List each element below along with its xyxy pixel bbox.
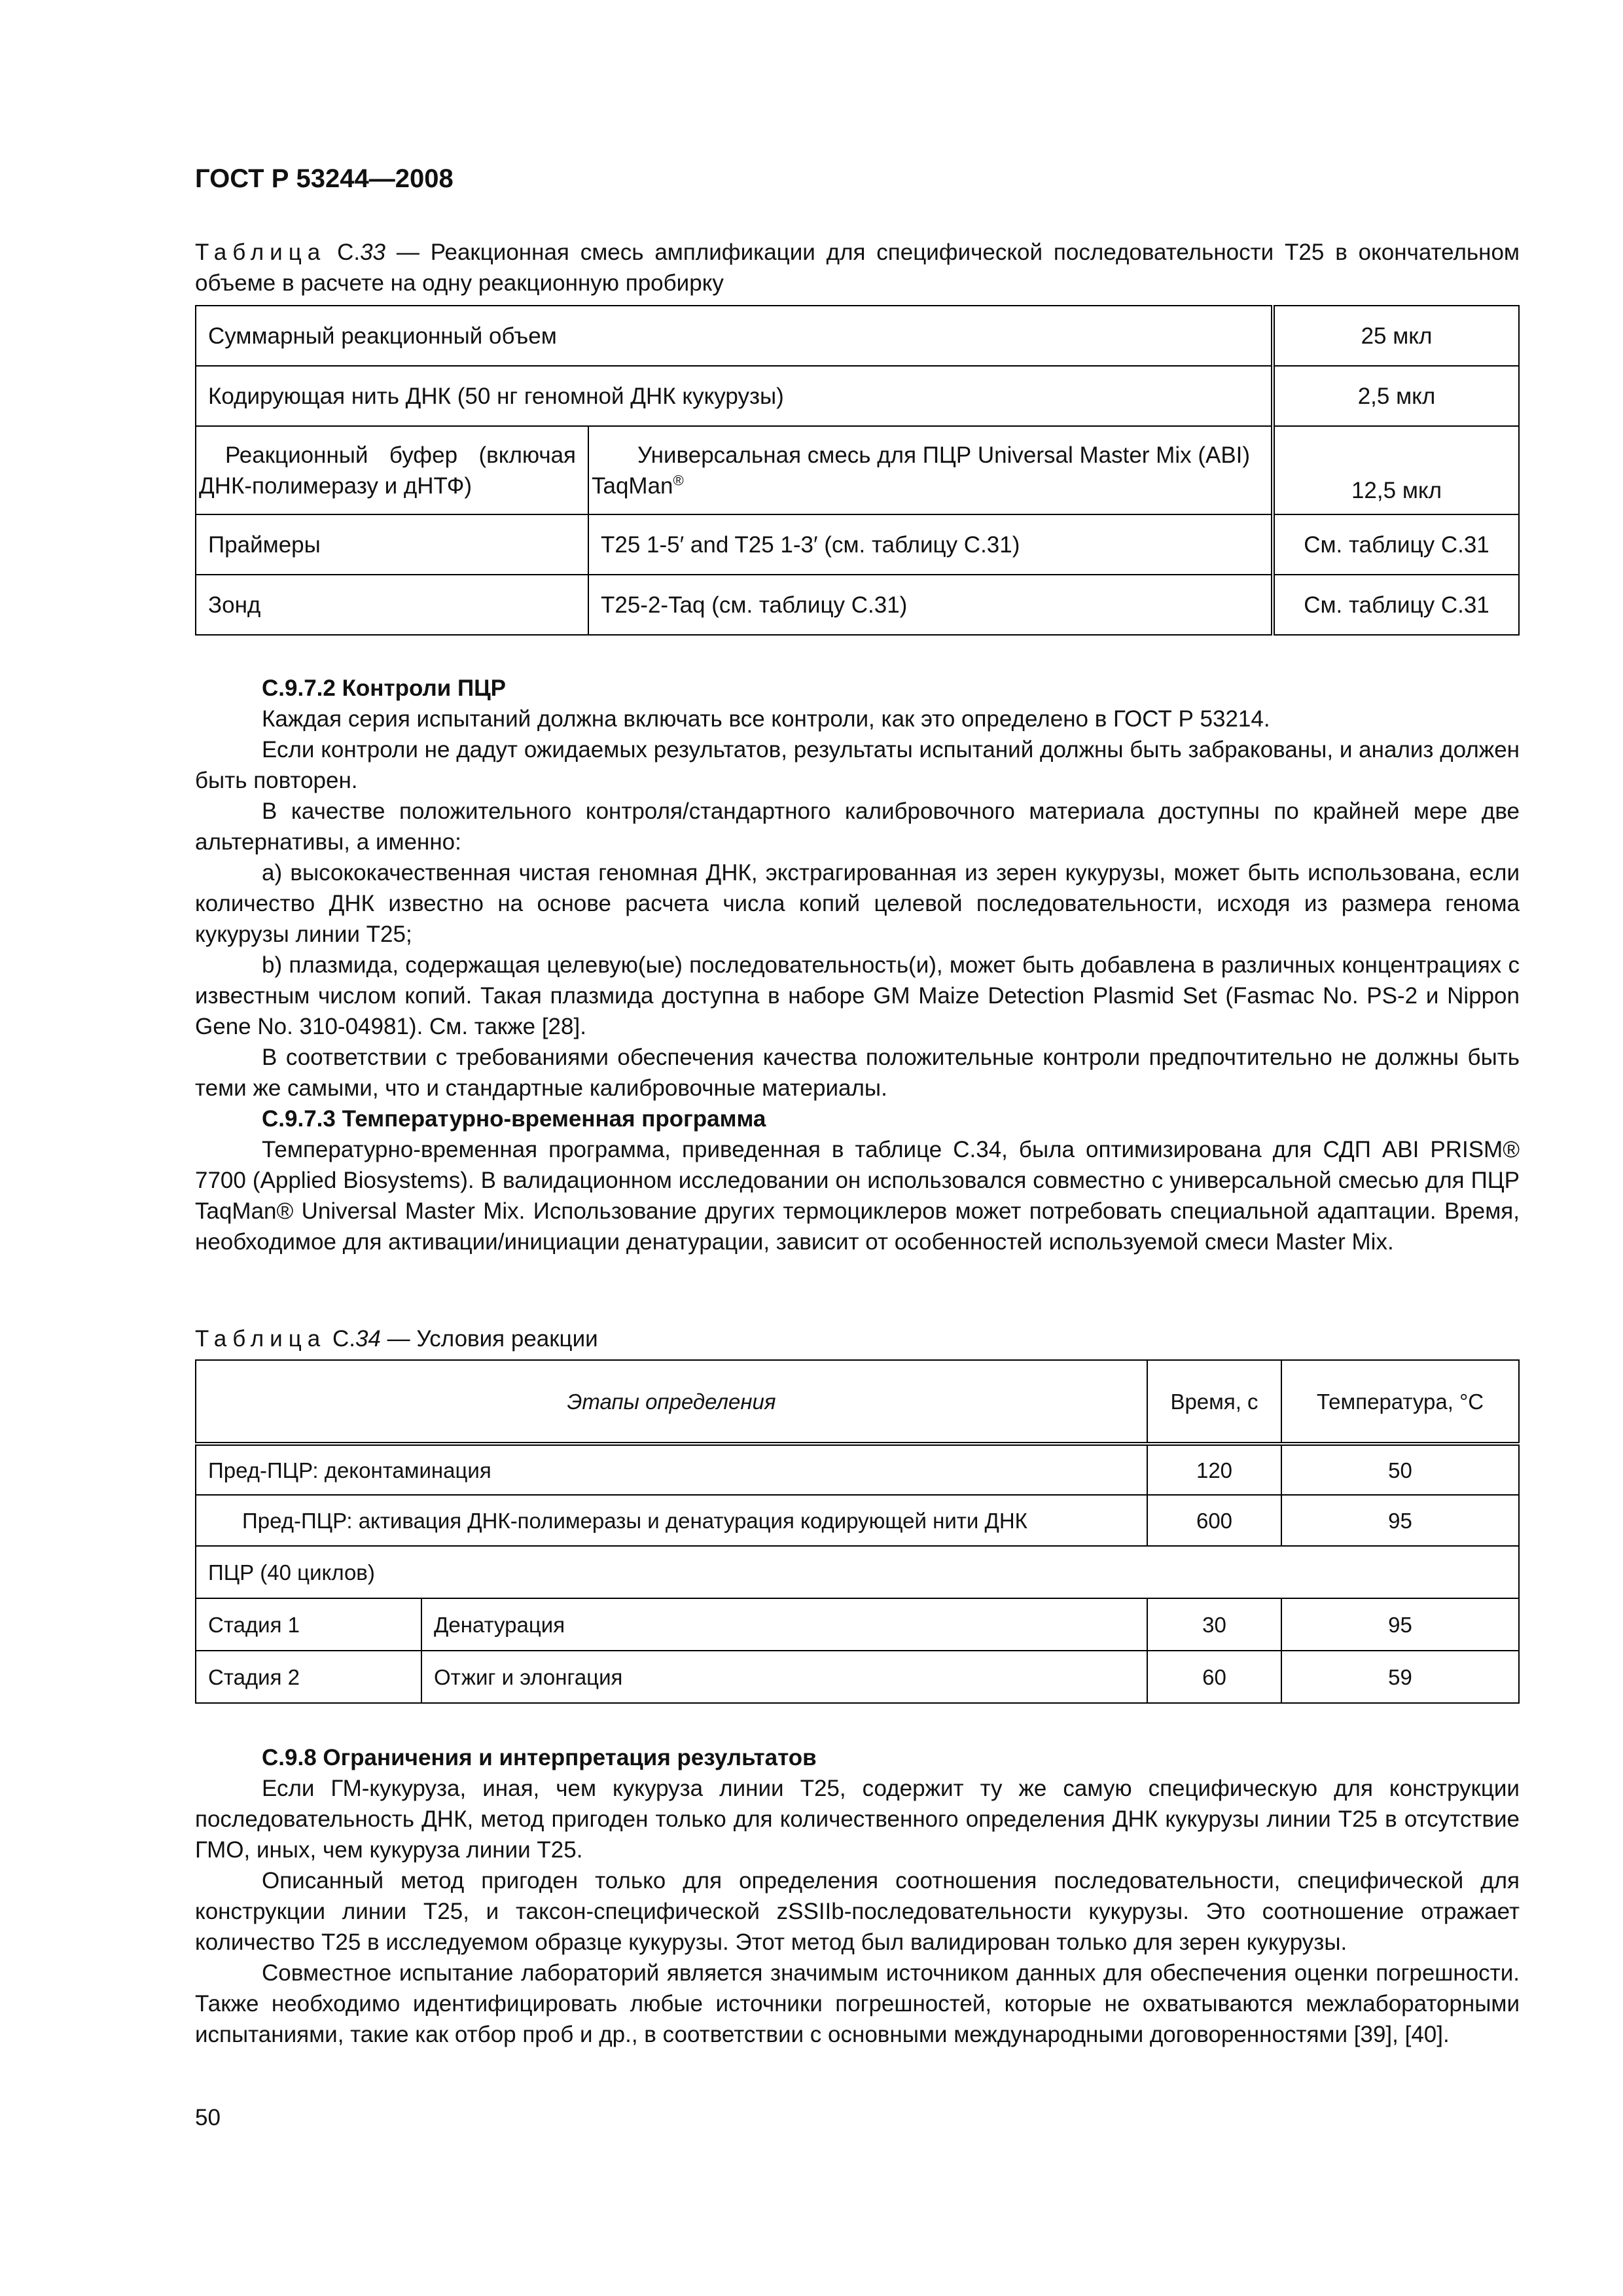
- caption-text: — Условия реакции: [380, 1326, 598, 1352]
- table-34: [195, 1359, 1520, 1704]
- caption-num-italic: 34: [355, 1326, 381, 1352]
- table-33: [195, 305, 1520, 636]
- paragraph: b) плазмида, содержащая целевую(ые) последовательность(и), может быть добавлена в различных концентрациях с известным числом копий. Такая плазмида доступна в наборе GM Maize Detection Plasmid Set (Fasmac No. PS-2 и Nippon Gene No. 310-04981). См. также [28].: [195, 952, 1520, 1039]
- caption-prefix: Таблица: [195, 240, 327, 265]
- cell: См. таблицу С.31: [1273, 575, 1519, 635]
- cell: Универсальная смесь для ПЦР Universal Master Mix (ABI) TaqMan: [592, 442, 1251, 499]
- cell: Денатурация: [421, 1598, 1147, 1651]
- cell: T25 1-5′ and T25 1-3′ (см. таблицу С.31): [588, 514, 1273, 575]
- section-heading: С.9.8 Ограничения и интерпретация результатов: [262, 1745, 817, 1770]
- paragraph: Если контроли не дадут ожидаемых результатов, результаты испытаний должны быть забракованы, и анализ должен быть повторен.: [195, 737, 1520, 793]
- paragraph: а) высококачественная чистая геномная ДНК, экстрагированная из зерен кукурузы, может быть использована, если количество ДНК известно на основе расчета числа копий целевой последовательности, исходя из размера генома кукурузы линии Т25;: [195, 860, 1520, 947]
- header-cell: Время, с: [1147, 1360, 1281, 1444]
- table-header-row: [196, 1360, 1519, 1444]
- paragraph: Описанный метод пригоден только для определения соотношения последовательности, специфической для конструкции линии Т25, и таксон-специфической zSSIIb-последовательности кукурузы. Это соотношение отражает количество Т25 в исследуемом образце кукурузы. Этот метод был валидирован только для зерен кукурузы.: [195, 1868, 1520, 1955]
- section-c98: [195, 1742, 1520, 2050]
- table-row: [196, 366, 1519, 426]
- cell: Пред-ПЦР: деконтаминация: [196, 1444, 1147, 1495]
- cell: Кодирующая нить ДНК (50 нг геномной ДНК кукурузы): [196, 366, 1273, 426]
- cell: T25-2-Taq (см. таблицу С.31): [588, 575, 1273, 635]
- caption-prefix: Таблица: [195, 1326, 327, 1352]
- cell: Пред-ПЦР: активация ДНК-полимеразы и денатурация кодирующей нити ДНК: [196, 1495, 1147, 1546]
- cell: Стадия 1: [196, 1598, 421, 1651]
- cell: Реакционный буфер (включая ДНК-полимеразу и дНТФ): [196, 426, 588, 514]
- table-row: [196, 1598, 1519, 1651]
- cell: Праймеры: [196, 514, 588, 575]
- cell: 60: [1147, 1651, 1281, 1703]
- document-header: ГОСТ Р 53244—2008: [195, 164, 454, 193]
- paragraph: В качестве положительного контроля/стандартного калибровочного материала доступны по крайней мере две альтернативы, а именно:: [195, 798, 1520, 855]
- cell: Отжиг и элонгация: [421, 1651, 1147, 1703]
- section-heading: С.9.7.3 Температурно-временная программа: [262, 1106, 766, 1132]
- paragraph: Каждая серия испытаний должна включать все контроли, как это определено в ГОСТ Р 53214.: [262, 706, 1270, 732]
- header-cell: Температура, °С: [1281, 1360, 1519, 1444]
- cell: 59: [1281, 1651, 1519, 1703]
- cell: См. таблицу С.31: [1273, 514, 1519, 575]
- table-row: [196, 306, 1519, 366]
- cell: 25 мкл: [1273, 306, 1519, 366]
- table-row: [196, 514, 1519, 575]
- caption-num-italic: 33: [360, 240, 386, 265]
- caption-num: С.: [337, 240, 361, 265]
- page-number: 50: [195, 2105, 221, 2130]
- table-row: [196, 1495, 1519, 1546]
- header-cell: Этапы определения: [196, 1360, 1147, 1444]
- cell: 95: [1281, 1495, 1519, 1546]
- cell: 12,5 мкл: [1273, 426, 1519, 514]
- cell: 30: [1147, 1598, 1281, 1651]
- cell: 600: [1147, 1495, 1281, 1546]
- table-row: [196, 1651, 1519, 1703]
- cell: Суммарный реакционный объем: [196, 306, 1273, 366]
- cell: Зонд: [196, 575, 588, 635]
- section-heading: С.9.7.2 Контроли ПЦР: [262, 675, 507, 701]
- paragraph: Совместное испытание лабораторий является значимым источником данных для обеспечения оценки погрешности. Также необходимо идентифицировать любые источники погрешностей, которые не охватываются межлабораторными испытаниями, такие как отбор проб и др., в соответствии с основными международными договоренностями [39], [40].: [195, 1960, 1520, 2047]
- cell: ПЦР (40 циклов): [196, 1546, 1519, 1598]
- table-row: [196, 1546, 1519, 1598]
- cell: 50: [1281, 1444, 1519, 1495]
- table-34-caption: [195, 1323, 1520, 1354]
- caption-num: С.: [332, 1326, 355, 1352]
- cell: 120: [1147, 1444, 1281, 1495]
- paragraph: Температурно-временная программа, приведенная в таблице С.34, была оптимизирована для СДП ABI PRISM® 7700 (Applied Biosystems). В валидационном исследовании он использовался совместно с универсальной смесью для ПЦР TaqMan® Universal Master Mix. Использование других термоциклеров может потребовать специальной адаптации. Время, необходимое для активации/инициации денатурации, зависит от особенностей используемой смеси Master Mix.: [195, 1137, 1520, 1255]
- paragraph: Если ГМ-кукуруза, иная, чем кукуруза линии Т25, содержит ту же самую специфическую для конструкции последовательность ДНК, метод пригоден только для количественного определения ДНК кукурузы линии Т25 в отсутствие ГМО, иных, чем кукуруза линии Т25.: [195, 1776, 1520, 1863]
- table-33-caption: [195, 237, 1520, 298]
- section-c972: [195, 673, 1520, 1257]
- caption-text: — Реакционная смесь амплификации для специфической последовательности Т25 в окончательном объеме в расчете на одну реакционную пробирку: [195, 240, 1520, 296]
- table-row: [196, 426, 1519, 514]
- table-row: [196, 575, 1519, 635]
- registered-mark: ®: [673, 471, 684, 488]
- paragraph: В соответствии с требованиями обеспечения качества положительные контроли предпочтительно не должны быть теми же самыми, что и стандартные калибровочные материалы.: [195, 1045, 1520, 1101]
- table-row: [196, 1444, 1519, 1495]
- cell: 2,5 мкл: [1273, 366, 1519, 426]
- cell: 95: [1281, 1598, 1519, 1651]
- cell: Стадия 2: [196, 1651, 421, 1703]
